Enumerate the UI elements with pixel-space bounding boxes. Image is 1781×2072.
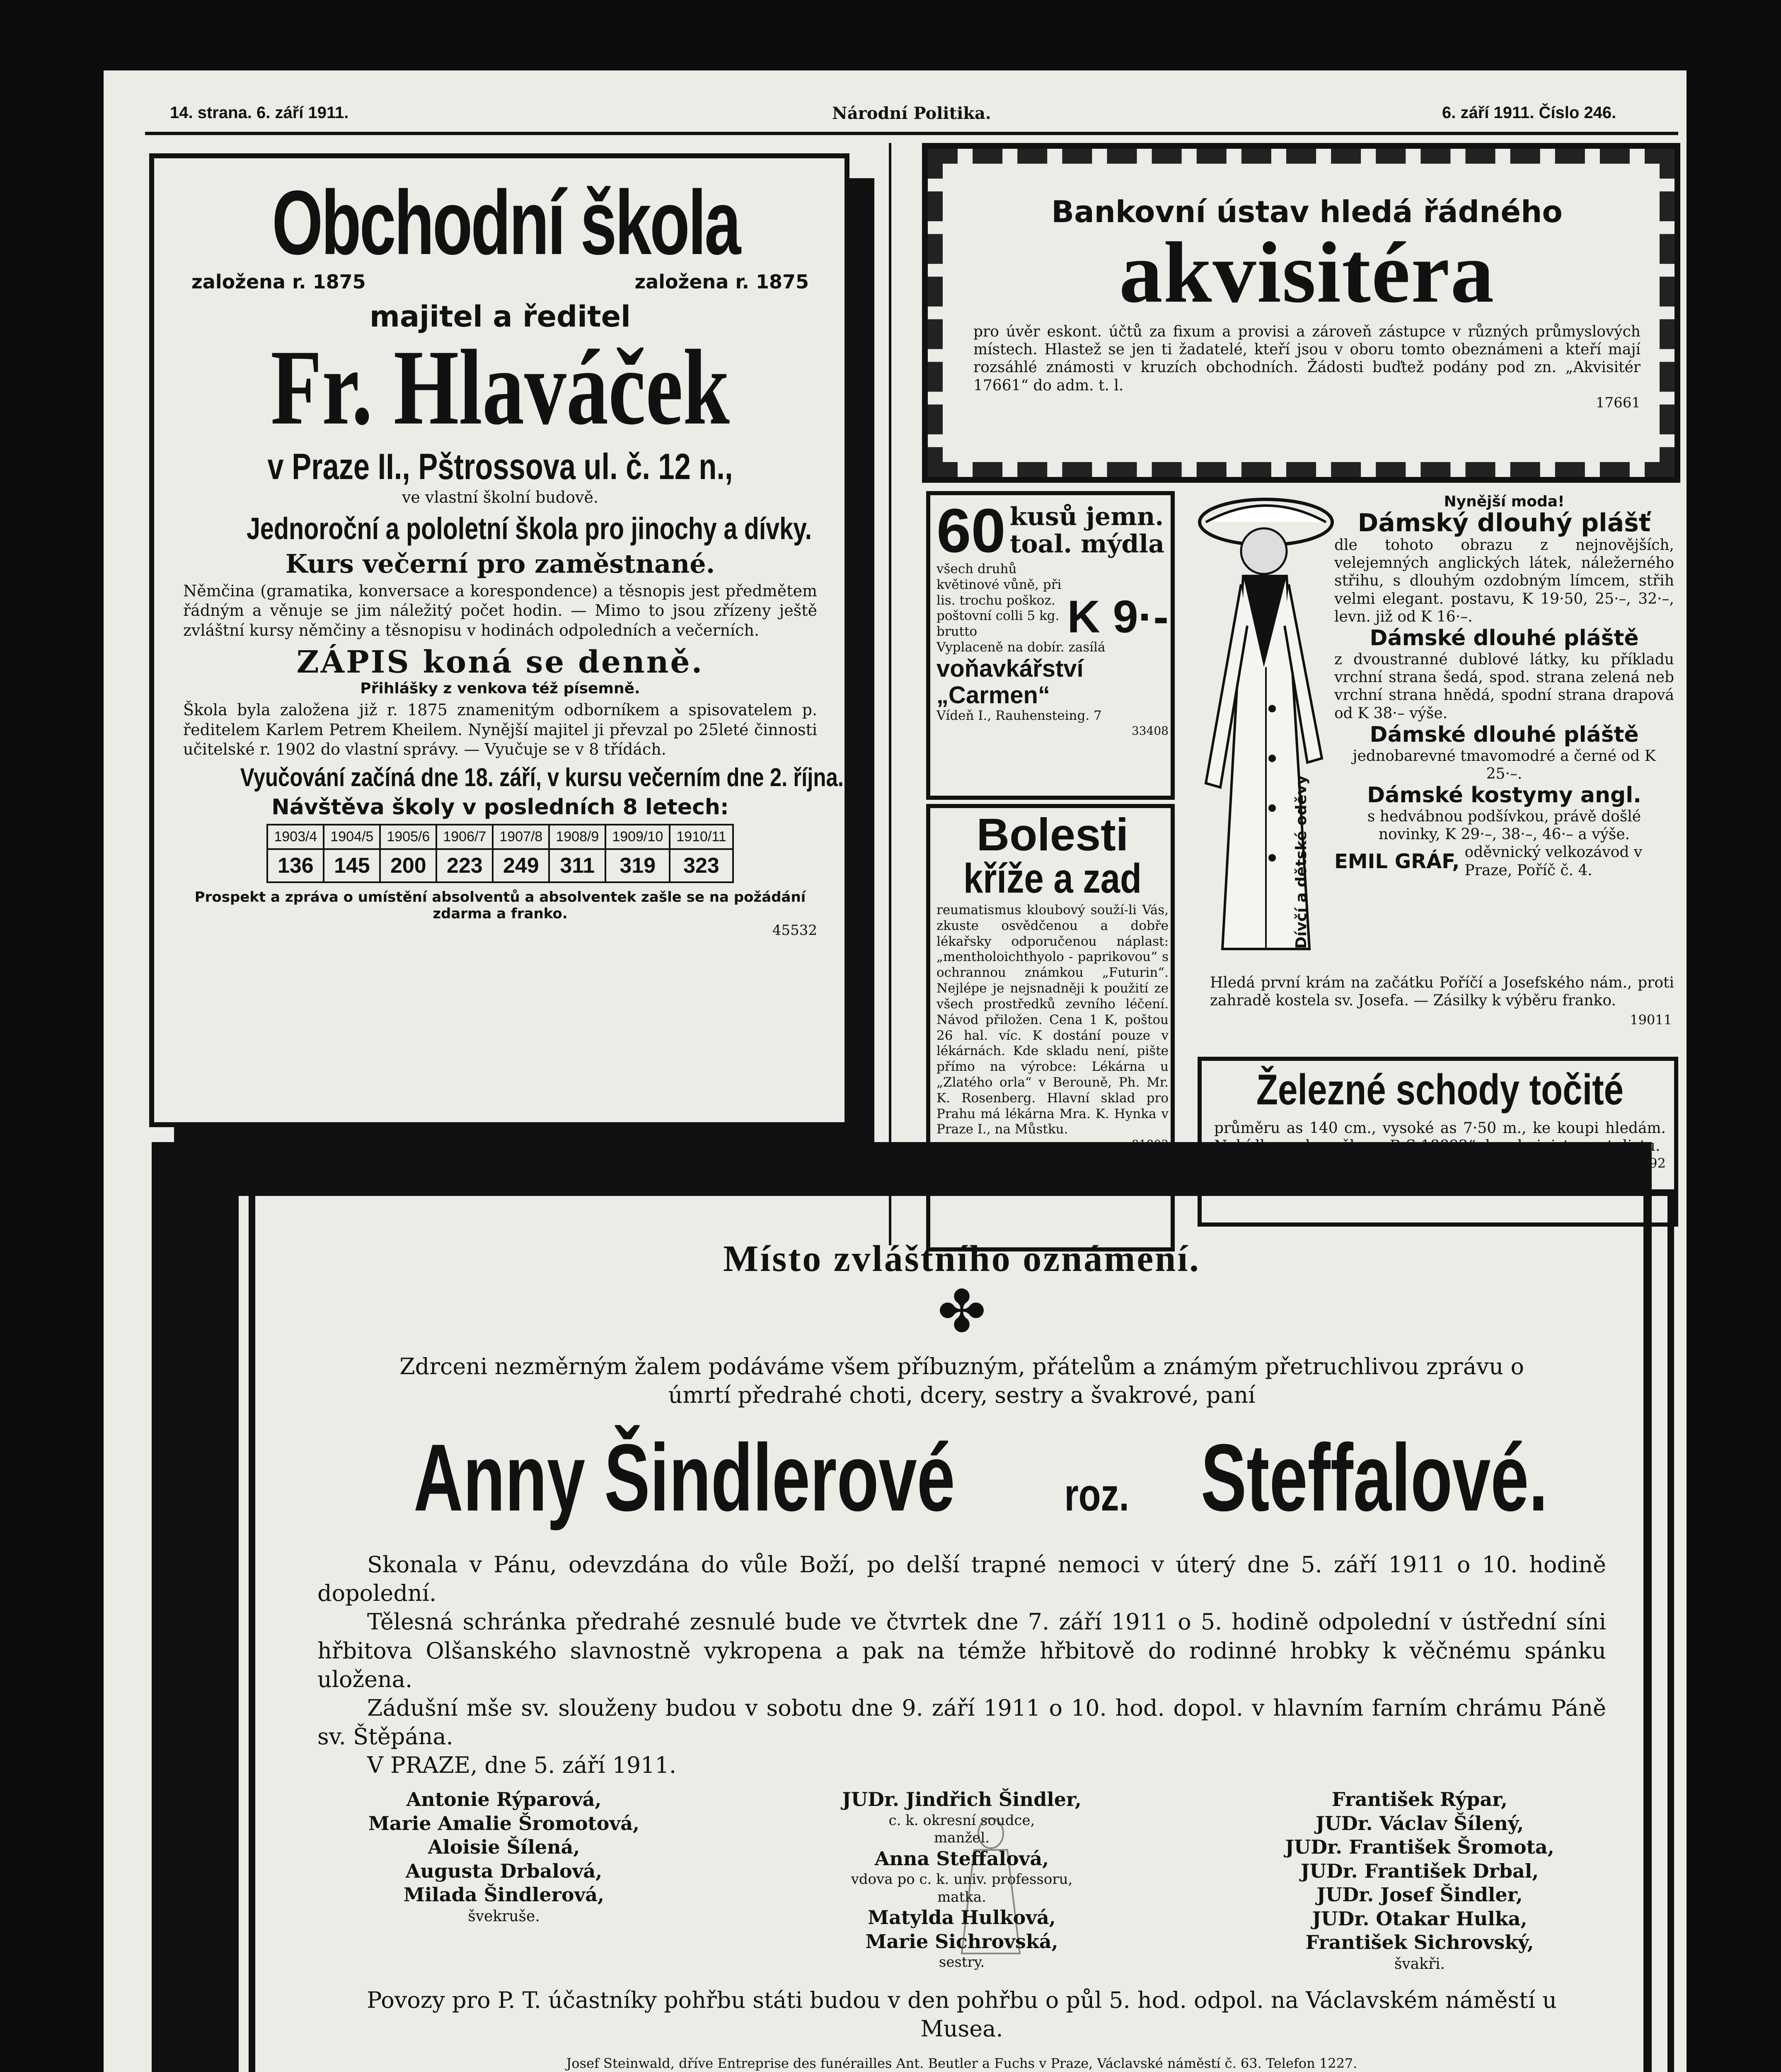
signatory: Antonie Rýparová, xyxy=(406,1788,602,1811)
coat-side-label-box xyxy=(1293,750,1318,974)
coat-title4: Dámské kostymy angl. xyxy=(1367,783,1641,808)
coat-text4: s hedvábnou podšívkou, právě došlé novinky, K 29·–, 38·–, 46·– a výše. xyxy=(1367,808,1641,843)
signatory-role: sestry. xyxy=(939,1954,985,1971)
header-center: Národní Politika. xyxy=(832,104,991,123)
bank-big: akvisitéra xyxy=(1119,225,1495,321)
coat-text5: Hledá první krám na začátku Poříčí a Josefského nám., proti zahradě kostela sv. Josefa. — Zásilky k výběru franko. xyxy=(1210,974,1674,1009)
coat-text3: jednobarevné tmavomodré a černé od K 25·–. xyxy=(1353,747,1656,782)
school-code: 45532 xyxy=(772,922,817,939)
coat-title2: Dámské dlouhé pláště xyxy=(1370,625,1639,651)
stairs-code: 18892 xyxy=(1624,1155,1666,1171)
signatory: František Sichrovský, xyxy=(1305,1931,1534,1954)
school-footer: Prospekt a zpráva o umístění absolventů a absolventek zašle se na požádání zdarma a franko. xyxy=(194,888,806,922)
signatory: Matylda Hulková, xyxy=(868,1906,1056,1929)
bank-code: 17661 xyxy=(1595,394,1641,411)
header-left: 14. strana. 6. září 1911. xyxy=(170,104,349,122)
school-start: Vyučování začíná dne 18. září, v kursu večerním dne 2. října. xyxy=(240,763,844,792)
funeral-heading: Místo zvláštního oznámení. xyxy=(723,1238,1200,1279)
coat-firm: EMIL GRÁF, xyxy=(1334,850,1460,873)
signatory: Marie Sichrovská, xyxy=(865,1930,1058,1953)
funeral-notice xyxy=(249,1189,1674,2072)
school-paragraph2: Škola byla založena již r. 1875 znamenitým odborníkem a spisovatelem p. ředitelem Karlem Petrem Kheilem. Nynější majitel ji převzal po 25leté činnosti učitelské r. 1902 do vlastní správy. — Vyučuje se v 8 třídách. xyxy=(183,701,817,758)
school-enroll: ZÁPIS koná se denně. xyxy=(296,644,704,680)
year-cell: 1909/10 xyxy=(605,825,670,849)
coat-text2: z dvoustranné dublové látky, ku příkladu vrchní strana šedá, spod. strana zelená neb vrchní strana hnědá, spodní strana drapová od K 38·– výše. xyxy=(1334,651,1674,722)
stairs-title: Železné schody točité xyxy=(1256,1066,1624,1114)
bank-line1: Bankovní ústav hledá řádného xyxy=(1051,194,1563,229)
soap-title1: kusů jemn. xyxy=(1009,502,1164,531)
soap-num: 60 xyxy=(936,496,1006,565)
funeral-undertaker: Josef Steinwald, dříve Entreprise des funérailles Ant. Beutler a Fuchs v Praze, Václavské náměstí č. 63. Telefon 1227. xyxy=(566,2055,1358,2071)
signatory-role: manžel. xyxy=(934,1830,990,1847)
signatory: Augusta Drbalová, xyxy=(405,1859,603,1882)
coat-kicker: Nynější moda! xyxy=(1444,493,1565,510)
year-cell: 1906/7 xyxy=(436,825,493,849)
funeral-ornament: ✤ xyxy=(937,1278,986,1346)
soap-addr: Vídeň I., Rauhensteing. 7 xyxy=(936,708,1102,724)
coat-firm-desc: oděvnický velkozávod v Praze, Poříč č. 4. xyxy=(1464,844,1643,879)
column-divider xyxy=(889,143,891,1245)
newspaper-page xyxy=(104,70,1687,2072)
soap-firm: voňavkářství „Carmen“ xyxy=(936,655,1084,709)
funeral-name-b: Steffalové. xyxy=(1200,1424,1548,1531)
count-cell: 249 xyxy=(493,849,549,882)
school-attendance-title: Návštěva školy v posledních 8 letech: xyxy=(271,794,729,820)
soap-text: všech druhů květinové vůně, při lis. trochu poškoz. poštovní colli 5 kg. brutto xyxy=(936,562,1062,639)
school-owner-label: majitel a ředitel xyxy=(369,300,631,334)
year-cell: 1908/9 xyxy=(549,825,605,849)
school-ad xyxy=(149,153,849,1127)
school-type: Jednoroční a pololetní škola pro jinochy a dívky. xyxy=(247,511,812,546)
coat-title: Dámský dlouhý plášť xyxy=(1358,508,1651,537)
funeral-p2: Tělesná schránka předrahé zesnulé bude ve čtvrtek dne 7. září 1911 o 5. hodině odpolední v ústřední síni hřbitova Olšanského slavnostně vykropena a pak na témže hřbitově do rodinné hrobky k věčnému spánku uložena. xyxy=(317,1609,1606,1692)
count-cell: 311 xyxy=(549,849,605,882)
coat-text1: dle tohoto obrazu z nejnovějších, velejemných anglických látek, náležerného střihu, s dlouhým ozdobným límcem, střih velmi elegant. postavu, K 19·50, 25·–, 32·–, levn. již od K 16·–. xyxy=(1334,537,1674,625)
coat-side-label: Dívčí a dětské oděvy xyxy=(1293,775,1310,949)
signatory: František Rýpar, xyxy=(1331,1788,1508,1811)
coat-code: 19011 xyxy=(1630,1012,1672,1028)
funeral-carriages: Povozy pro P. T. účastníky pohřbu státi budou v den pohřbu o půl 5. hod. odpol. na Václavském náměstí u Musea. xyxy=(367,1987,1557,2042)
signatory: JUDr. František Drbal, xyxy=(1300,1859,1539,1882)
school-founded-left: založena r. 1875 xyxy=(191,271,366,293)
signatory: JUDr. Václav Šílený, xyxy=(1315,1812,1524,1835)
school-paragraph1: Němčina (gramatika, konversace a korespondence) a těsnopis jest předmětem řádným a věnuje se jim náležitý počet hodin. — Mimo to jsou zřízeny ještě zvláštní kursy němčiny a těsnopisu v hodinách odpoledních a večerních. xyxy=(183,581,817,639)
header-rule xyxy=(145,132,1678,135)
signatory: JUDr. Jindřich Šindler, xyxy=(842,1788,1082,1811)
year-cell: 1903/4 xyxy=(267,825,324,849)
signatory-role: švekruše. xyxy=(468,1907,540,1925)
attendance-table xyxy=(266,824,733,883)
pain-code: 81803 xyxy=(1131,1138,1169,1152)
bank-text: pro úvěr eskont. účtů za fixum a provisi a zároveň zástupce v různých průmyslových místech. Hlastež se jen ti žadatelé, kteří jsou v oboru tomto obeznámeni a kteří mají rozsáhlé známosti v kruzích obchodních. Žádosti buďtež podány pod zn. „Akvisitér 17661“ do adm. t. l. xyxy=(973,323,1641,394)
school-evening: Kurs večerní pro zaměstnané. xyxy=(285,548,715,579)
coat-ad xyxy=(1198,493,1678,1040)
header-right: 6. září 1911. Číslo 246. xyxy=(1442,104,1616,122)
count-cell: 223 xyxy=(436,849,493,882)
soap-price: K 9·- xyxy=(1067,591,1169,643)
count-cell: 323 xyxy=(670,849,733,882)
count-cell: 200 xyxy=(380,849,436,882)
school-address: v Praze II., Pštrossova ul. č. 12 n., xyxy=(267,446,733,487)
soap-ad xyxy=(926,491,1175,800)
school-title: Obchodní škola xyxy=(272,172,739,274)
year-cell: 1904/5 xyxy=(324,825,380,849)
pain-title1: Bolesti xyxy=(976,809,1129,860)
year-cell: 1905/6 xyxy=(380,825,436,849)
funeral-name-a: Anny Šindlerové xyxy=(414,1424,955,1531)
school-building: ve vlastní školní budově. xyxy=(402,488,599,506)
funeral-p1: Skonala v Pánu, odevzdána do vůle Boží, po delší trapné nemoci v úterý dne 5. září 1911 o 10. hodině dopolední. xyxy=(317,1552,1606,1607)
bank-ad xyxy=(922,143,1680,483)
signatory: Marie Amalie Šromotová, xyxy=(368,1812,640,1835)
signatory: Milada Šindlerová, xyxy=(403,1883,605,1906)
pain-title2: kříže a zad xyxy=(963,855,1142,902)
coat-title3: Dámské dlouhé pláště xyxy=(1370,722,1639,747)
school-founded-right: založena r. 1875 xyxy=(634,271,809,293)
signatory: Aloisie Šílená, xyxy=(428,1836,580,1859)
count-cell: 319 xyxy=(605,849,670,882)
signatory: JUDr. Josef Šindler, xyxy=(1316,1883,1523,1906)
stairs-text: průměru as 140 cm., vysoké as 7·50 m., ke koupi hledám. Nabídky pod značkou „R S 18892“ do administrace t. listu. xyxy=(1214,1120,1666,1155)
signatory: Anna Steffalová, xyxy=(874,1847,1049,1870)
signatory-role: švakři. xyxy=(1394,1955,1445,1973)
pain-text: reumatismus kloubový souží-li Vás, zkuste osvědčenou a dobře lékařsky odporučenou náplast: „mentholoichthyolo - paprikovou“ s ochrannou známkou „Futurin“. Nejlépe je nejsnadněji k použití ze všech prostředků zevního léčení. Návod přiložen. Cena 1 K, poštou 26 hal. víc. K dostání pouze v lékárnách. Kde skladu není, pište přímo na výrobce: Lékárna u „Zlatého orla“ v Berouně, Ph. Mr. K. Rosenberg. Hlavní sklad pro Prahu má lékárna Mra. K. Hynka v Praze I., na Můstku. xyxy=(936,903,1169,1137)
school-owner-name: Fr. Hlaváček xyxy=(271,328,730,447)
signatory: JUDr. Otakar Hulka, xyxy=(1312,1907,1527,1930)
funeral-name-roz: roz. xyxy=(1064,1469,1130,1521)
year-cell: 1910/11 xyxy=(670,825,733,849)
school-mail: Přihlášky z venkova též písemně. xyxy=(360,680,640,697)
funeral-p3: Zádušní mše sv. slouženy budou v sobotu dne 9. září 1911 o 10. hod. dopol. v hlavním farním chrámu Páně sv. Štěpána. xyxy=(317,1694,1606,1750)
signatory-role: c. k. okresní soudce, xyxy=(888,1812,1035,1829)
funeral-statue-illustration xyxy=(949,1813,1032,1962)
signatory: JUDr. František Šromota, xyxy=(1285,1836,1554,1859)
count-cell: 136 xyxy=(267,849,324,882)
funeral-place-date: V PRAZE, dne 5. září 1911. xyxy=(367,1752,677,1778)
funeral-intro: Zdrceni nezměrným žalem podáváme všem příbuzným, přátelům a známým přetruchlivou zprávu o úmrtí předrahé choti, dcery, sestry a švakrové, paní xyxy=(399,1353,1524,1409)
soap-title2: toal. mýdla xyxy=(1009,530,1165,559)
soap-code: 33408 xyxy=(1131,724,1169,738)
signatory-role: vdova po c. k. univ. professoru, xyxy=(851,1871,1073,1888)
year-cell: 1907/8 xyxy=(493,825,549,849)
soap-text2: Vyplaceně na dobír. zasílá xyxy=(936,640,1106,655)
count-cell: 145 xyxy=(324,849,380,882)
signatory-role: matka. xyxy=(937,1888,986,1905)
